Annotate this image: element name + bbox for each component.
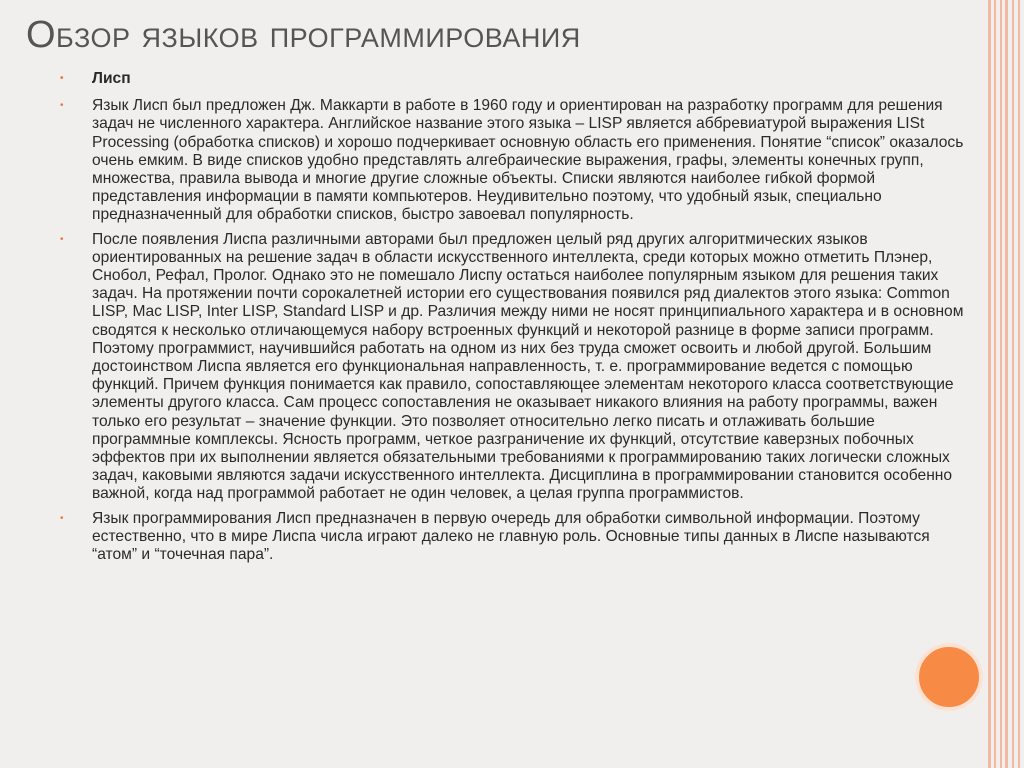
decorative-stripe [1005,0,1008,768]
list-item [60,97,964,224]
decorative-stripe [1012,0,1014,768]
decorative-stripe [988,0,991,768]
bullet-icon: • [60,512,64,524]
bullet-icon: • [60,73,64,84]
decorative-stripe [1018,0,1020,768]
bullet-icon: • [60,100,64,112]
bullet-icon: • [60,233,64,245]
decorative-stripe [994,0,996,768]
list-item-text: Язык программирования Лисп предназначен в первую очередь для обработки символьной информации. Поэтому естественно, что в мире Лиспа числа играют далеко не главную роль. Основные типы данных в Лиспе называются “атом” и “точечная пара”. [92,509,930,564]
list-item-heading [60,70,964,88]
slide-title: Обзор языков программирования [26,14,581,56]
bullet-list [60,70,964,570]
list-item-text: Язык Лисп был предложен Дж. Маккарти в работе в 1960 году и ориентирован на разработку программ для решения задач не численного характера. Английское название этого языка – LISP является аббревиатурой выражения LISt Processing (обработка списков) и хорошо подчеркивает основную область его применения. Понятие “список” оказалось очень емким. В виде списков удобно представлять алгебраические выражения, графы, элементы конечных групп, множества, правила вывода и многие другие сложные объекты. Списки являются наиболее гибкой формой представления информации в памяти компьютеров. Неудивительно поэтому, что удобный язык, специально предназначенный для обработки списков, быстро завоевал популярность. [92,97,964,224]
decorative-stripe [1000,0,1002,768]
list-item-text: После появления Лиспа различными авторами был предложен целый ряд других алгоритмических языков ориентированных на решение задач в области искусственного интеллекта, среди которых можно отметить Плэнер, Снобол, Рефал, Пролог. Однако это не помешало Лиспу остаться наиболее популярным языком для решения таких задач. На протяжении почти сорокалетней истории его существования появился ряд диалектов этого языка: Common LISP, Mac LISP, Inter LISP, Standard LISP и др. Различия между ними не носят принципиального характера и в основном сводятся к несколько отличающемуся набору встроенных функций и некоторой разнице в форме записи программ. Поэтому программист, научившийся работать на одном из них без труда сможет освоить и любой другой. Большим достоинством Лиспа является его функциональная направленность, т. е. программирование ведется с помощью функций. Причем функция понимается как правило, сопоставляющее элементам некоторого класса соответствующие элементы другого класса. Сам процесс сопоставления не оказывает никакого влияния на работу программы, важен только его результат – значение функции. Это позволяет относительно легко писать и отлаживать большие программные комплексы. Ясность программ, четкое разграничение их функций, отсутствие каверзных побочных эффектов при их выполнении является обязательными требованиями к программированию таких логически сложных задач, каковыми являются задачи искусственного интеллекта. Дисциплина в программировании становится особенно важной, когда над программой работает не один человек, а целая группа программистов. [92,230,964,503]
list-item [60,231,964,504]
list-item [60,510,964,565]
list-item-text: Лисп [92,70,131,87]
decorative-circle [915,643,983,711]
